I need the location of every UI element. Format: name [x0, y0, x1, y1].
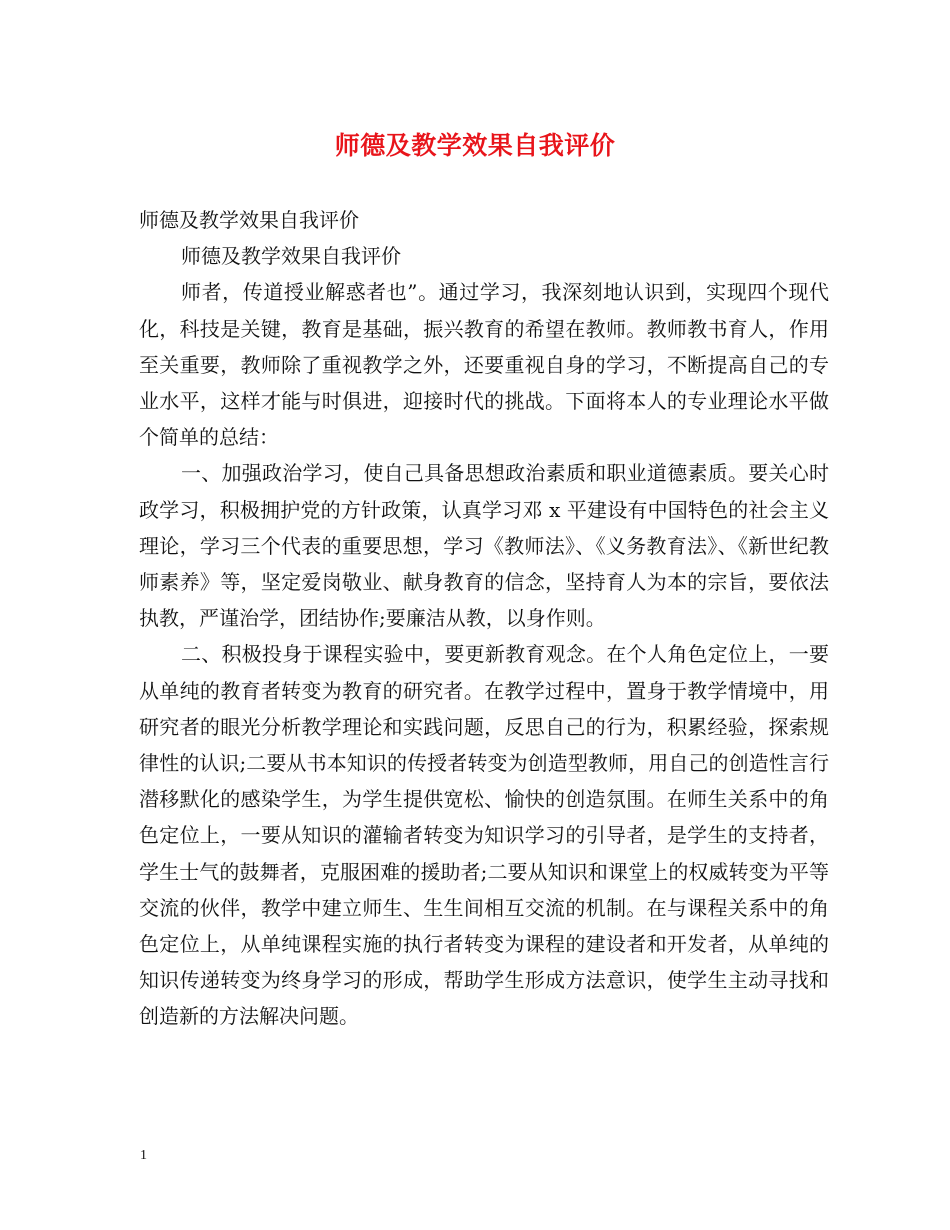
paragraph-heading: 师德及教学效果自我评价 [139, 208, 359, 232]
page-number: 1 [140, 1148, 147, 1163]
paragraph-point-two: 二、积极投身于课程实验中，要更新教育观念。在个人角色定位上，一要从单纯的教育者转变为教育的研究者。在教学过程中，置身于教学情境中，用研究者的眼光分析教学理论和实践问题，反思自己的行为，积累经验，探索规律性的认识;二要从书本知识的传授者转变为创造型教师，用自己的创造性言行潜移默化的感染学生，为学生提供宽松、愉快的创造氛围。在师生关系中的角色定位上，一要从知识的灌输者转变为知识学习的引导者，是学生的支持者，学生士气的鼓舞者，克服困难的援助者;二要从知识和课堂上的权威转变为平等交流的伙伴，教学中建立师生、生生间相互交流的机制。在与课程关系中的角色定位上，从单纯课程实施的执行者转变为课程的建设者和开发者，从单纯的知识传递转变为终身学习的形成，帮助学生形成方法意识，使学生主动寻找和创造新的方法解决问题。 [139, 642, 829, 1029]
paragraph-point-one: 一、加强政治学习，使自己具备思想政治素质和职业道德素质。要关心时政学习，积极拥护党的方针政策，认真学习邓 x 平建设有中国特色的社会主义理论，学习三个代表的重要思想，学习《教师法》、《义务教育法》、《新世纪教师素养》等，坚定爱岗敬业、献身教育的信念，坚持育人为本的宗旨，要依法执教，严谨治学，团结协作;要廉洁从教，以身作则。 [139, 461, 829, 631]
document-title: 师德及教学效果自我评价 [334, 131, 616, 160]
document-body [139, 202, 829, 1035]
paragraph-intro: 师者，传道授业解惑者也”。通过学习，我深刻地认识到，实现四个现代化，科技是关键，教育是基础，振兴教育的希望在教师。教师教书育人，作用至关重要，教师除了重视教学之外，还要重视自身的学习，不断提高自己的专业水平，这样才能与时俱进，迎接时代的挑战。下面将本人的专业理论水平做个简单的总结： [139, 280, 829, 450]
paragraph-subheading: 师德及教学效果自我评价 [181, 244, 401, 269]
